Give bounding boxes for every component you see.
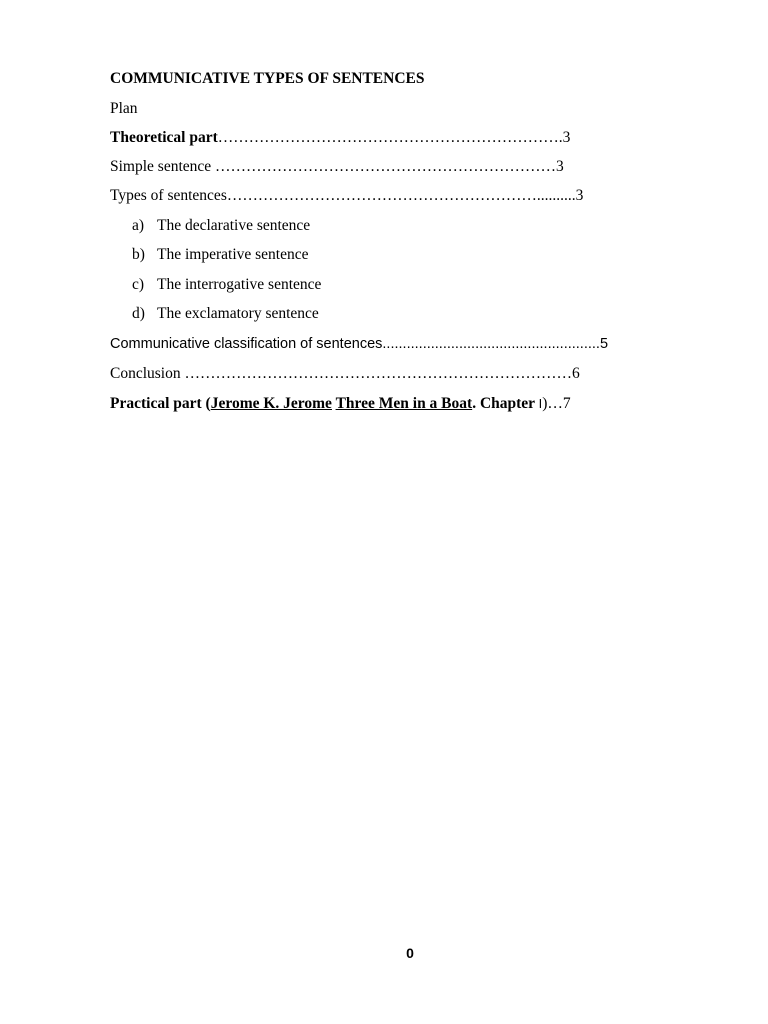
toc-entry-label: Types of sentences (110, 187, 227, 204)
toc-subitem (132, 304, 319, 324)
toc-entry-label: Theoretical part (110, 129, 218, 146)
toc-entry-communicative (110, 334, 608, 354)
toc-entry-types (110, 186, 583, 206)
toc-subitem-label: The declarative sentence (157, 217, 311, 234)
toc-entry-label: Simple sentence (110, 158, 216, 175)
toc-leader-dots: ………………………………………………………… (215, 158, 557, 175)
toc-leader-dots: ...................................................... (382, 336, 600, 352)
toc-subitem (132, 245, 308, 265)
list-marker: c) (132, 276, 145, 293)
toc-page-number: 6 (572, 365, 580, 382)
toc-entry-label: Conclusion (110, 365, 185, 382)
toc-leader-dots: ………………………………………………………………… (184, 365, 572, 382)
toc-page-number: 3 (562, 129, 571, 146)
toc-entry-simple (110, 157, 564, 177)
toc-subitem (132, 216, 310, 236)
toc-entry-label: Practical part ( (110, 395, 211, 412)
toc-subitem-label: The exclamatory sentence (157, 305, 319, 322)
toc-entry-practical (110, 394, 571, 414)
book-title: Three Men in a Boat (335, 395, 473, 412)
list-marker: a) (132, 217, 145, 234)
list-marker: d) (132, 305, 145, 322)
toc-page-number: 7 (562, 395, 571, 412)
document-title: COMMUNICATIVE TYPES OF SENTENCES (110, 70, 425, 87)
toc-leader-dots: …………………………………………………….......... (226, 187, 576, 204)
toc-entry-label: Communicative classification of sentences (110, 336, 383, 352)
chapter-label: . Chapter (472, 395, 539, 412)
toc-subitem-label: The interrogative sentence (157, 276, 322, 293)
list-marker: b) (132, 246, 145, 263)
toc-page-number: 3 (575, 187, 584, 204)
toc-closing: )… (542, 395, 563, 412)
plan-heading: Plan (110, 100, 138, 117)
toc-entry-theoretical (110, 128, 570, 148)
toc-page-number: 3 (556, 158, 564, 175)
toc-subitem (132, 275, 321, 295)
toc-subitem-label: The imperative sentence (157, 246, 309, 263)
page-number: 0 (406, 945, 414, 961)
chapter-number: I (538, 397, 543, 411)
toc-entry-conclusion (110, 364, 580, 384)
toc-page-number: 5 (599, 336, 609, 352)
toc-leader-dots: …………………………………………………………. (217, 129, 563, 146)
author-name: Jerome K. Jerome (210, 395, 332, 412)
